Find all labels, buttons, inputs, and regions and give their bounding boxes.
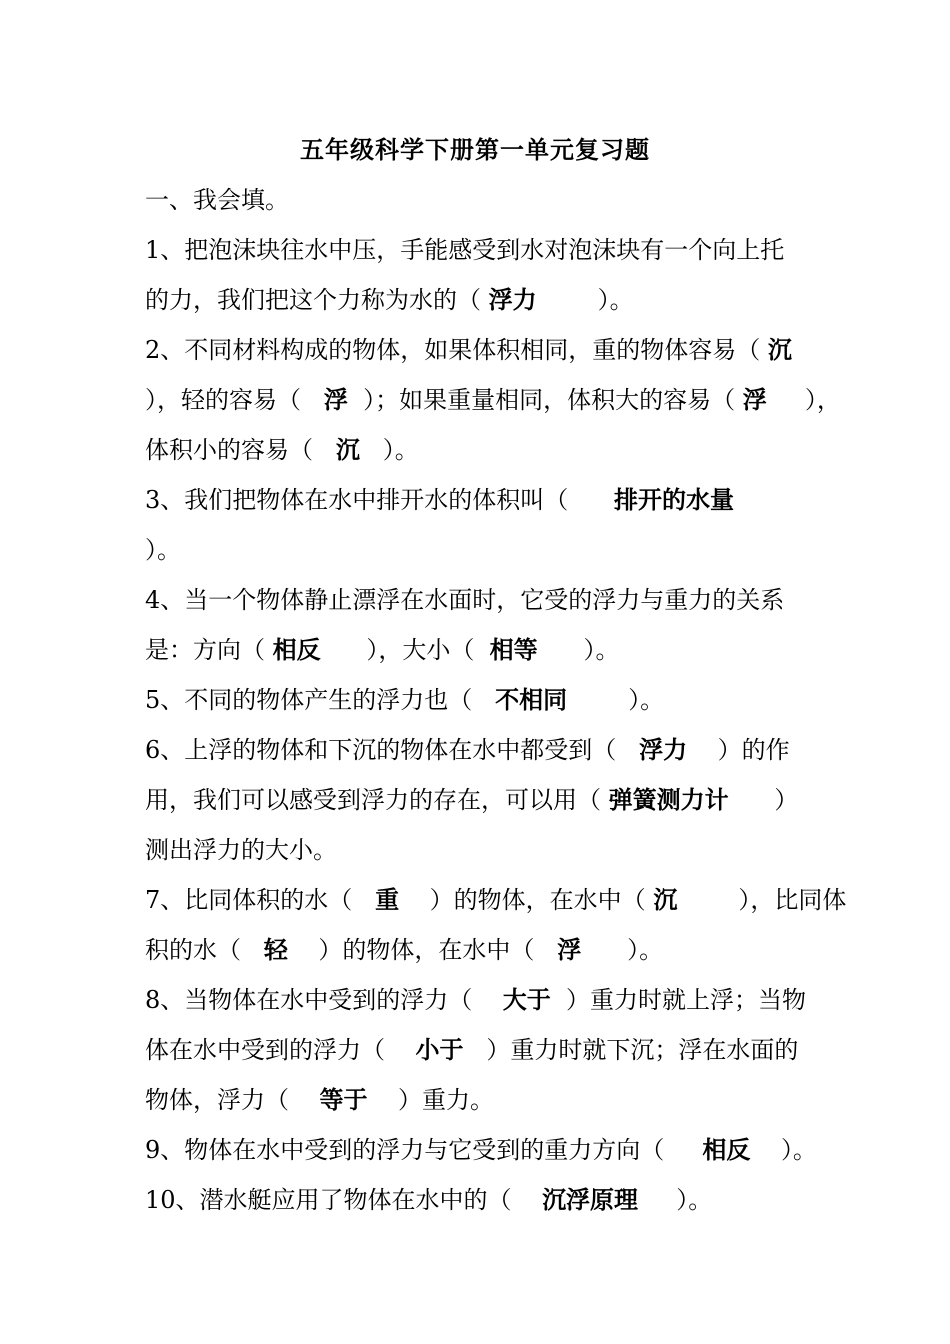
line-text: ）重力时就下沉；浮在水面的 (463, 1036, 799, 1064)
line-text: ）重力。 (367, 1086, 495, 1114)
page-title: 五年级科学下册第一单元复习题 (300, 135, 650, 164)
section-heading: 一、我会填。 (145, 186, 289, 214)
question-line (145, 1084, 494, 1116)
line-text: ）。 (536, 286, 634, 314)
line-text: ），比同体 (677, 886, 847, 914)
question-line (145, 1134, 817, 1166)
answer-text: 重 (375, 886, 400, 914)
line-text: 10、潜水艇应用了物体在水中的（ (145, 1186, 543, 1214)
line-text: ）。 (581, 936, 664, 964)
answer-text: 浮力 (488, 286, 537, 314)
question-line (145, 434, 419, 466)
question-line (145, 884, 846, 916)
answer-text: 相反 (702, 1136, 751, 1164)
question-line (145, 234, 784, 266)
line-text: ），大小（ (320, 636, 490, 664)
answer-text: 沉 (767, 336, 792, 364)
line-text: ）。 (638, 1186, 713, 1214)
line-text: ）。 (537, 636, 620, 664)
question-line (145, 1184, 712, 1216)
answer-text: 弹簧测力计 (608, 786, 729, 814)
question-line (145, 584, 784, 616)
question-line (145, 934, 663, 966)
line-text: ）。 (750, 1136, 817, 1164)
answer-text: 沉 (653, 886, 678, 914)
line-text: 物体，浮力（ (145, 1086, 320, 1114)
answer-text: 不相同 (495, 686, 568, 714)
question-line (145, 834, 337, 866)
question-line (145, 484, 734, 516)
line-text: 测出浮力的大小。 (145, 836, 337, 864)
answer-text: 轻 (263, 936, 288, 964)
question-line (145, 384, 841, 416)
line-text: ），轻的容易（ (145, 386, 324, 414)
answer-text: 排开的水量 (614, 486, 735, 514)
question-line (145, 634, 619, 666)
line-text: 体在水中受到的浮力（ (145, 1036, 416, 1064)
line-text: 积的水（ (145, 936, 264, 964)
line-text: 用，我们可以感受到浮力的存在，可以用（ (145, 786, 609, 814)
line-text: 的力，我们把这个力称为水的（ (145, 286, 489, 314)
answer-text: 浮 (742, 386, 767, 414)
line-text: 5、不同的物体产生的浮力也（ (145, 686, 496, 714)
line-text: 1、把泡沫块往水中压，手能感受到水对泡沫块有一个向上托 (145, 236, 785, 264)
question-line (145, 684, 664, 716)
question-line (145, 334, 792, 366)
line-text: 2、不同材料构成的物体，如果体积相同，重的物体容易（ (145, 336, 768, 364)
line-text: ）。 (359, 436, 419, 464)
question-line (145, 984, 806, 1016)
line-text: 是：方向（ (145, 636, 273, 664)
line-text: 6、上浮的物体和下沉的物体在水中都受到（ (145, 736, 640, 764)
answer-text: 浮 (557, 936, 582, 964)
line-text: ）的物体，在水中（ (287, 936, 558, 964)
line-text: ） (728, 786, 799, 814)
answer-text: 大于 (502, 986, 551, 1014)
line-text: 4、当一个物体静止漂浮在水面时，它受的浮力与重力的关系 (145, 586, 785, 614)
line-text: 8、当物体在水中受到的浮力（ (145, 986, 503, 1014)
line-text: ）。 (567, 686, 665, 714)
question-line (145, 534, 181, 566)
question-line (145, 284, 634, 316)
answer-text: 沉浮原理 (542, 1186, 639, 1214)
line-text: ）重力时就上浮；当物 (550, 986, 807, 1014)
line-text: 7、比同体积的水（ (145, 886, 376, 914)
answer-text: 相等 (489, 636, 538, 664)
line-text: 体积小的容易（ (145, 436, 336, 464)
answer-text: 相反 (272, 636, 321, 664)
question-line (145, 1034, 798, 1066)
line-text: ）；如果重量相同，体积大的容易（ (347, 386, 743, 414)
question-line (145, 734, 790, 766)
line-text: 3、我们把物体在水中排开水的体积叫（ (145, 486, 615, 514)
answer-text: 浮力 (639, 736, 688, 764)
answer-text: 沉 (335, 436, 360, 464)
line-text: 9、物体在水中受到的浮力与它受到的重力方向（ (145, 1136, 703, 1164)
line-text: ）的作 (687, 736, 790, 764)
answer-text: 浮 (323, 386, 348, 414)
question-line (145, 784, 798, 816)
line-text: ）的物体，在水中（ (399, 886, 654, 914)
line-text: ）。 (145, 536, 181, 564)
line-text: ）， (766, 386, 841, 414)
answer-text: 等于 (319, 1086, 368, 1114)
answer-text: 小于 (415, 1036, 464, 1064)
